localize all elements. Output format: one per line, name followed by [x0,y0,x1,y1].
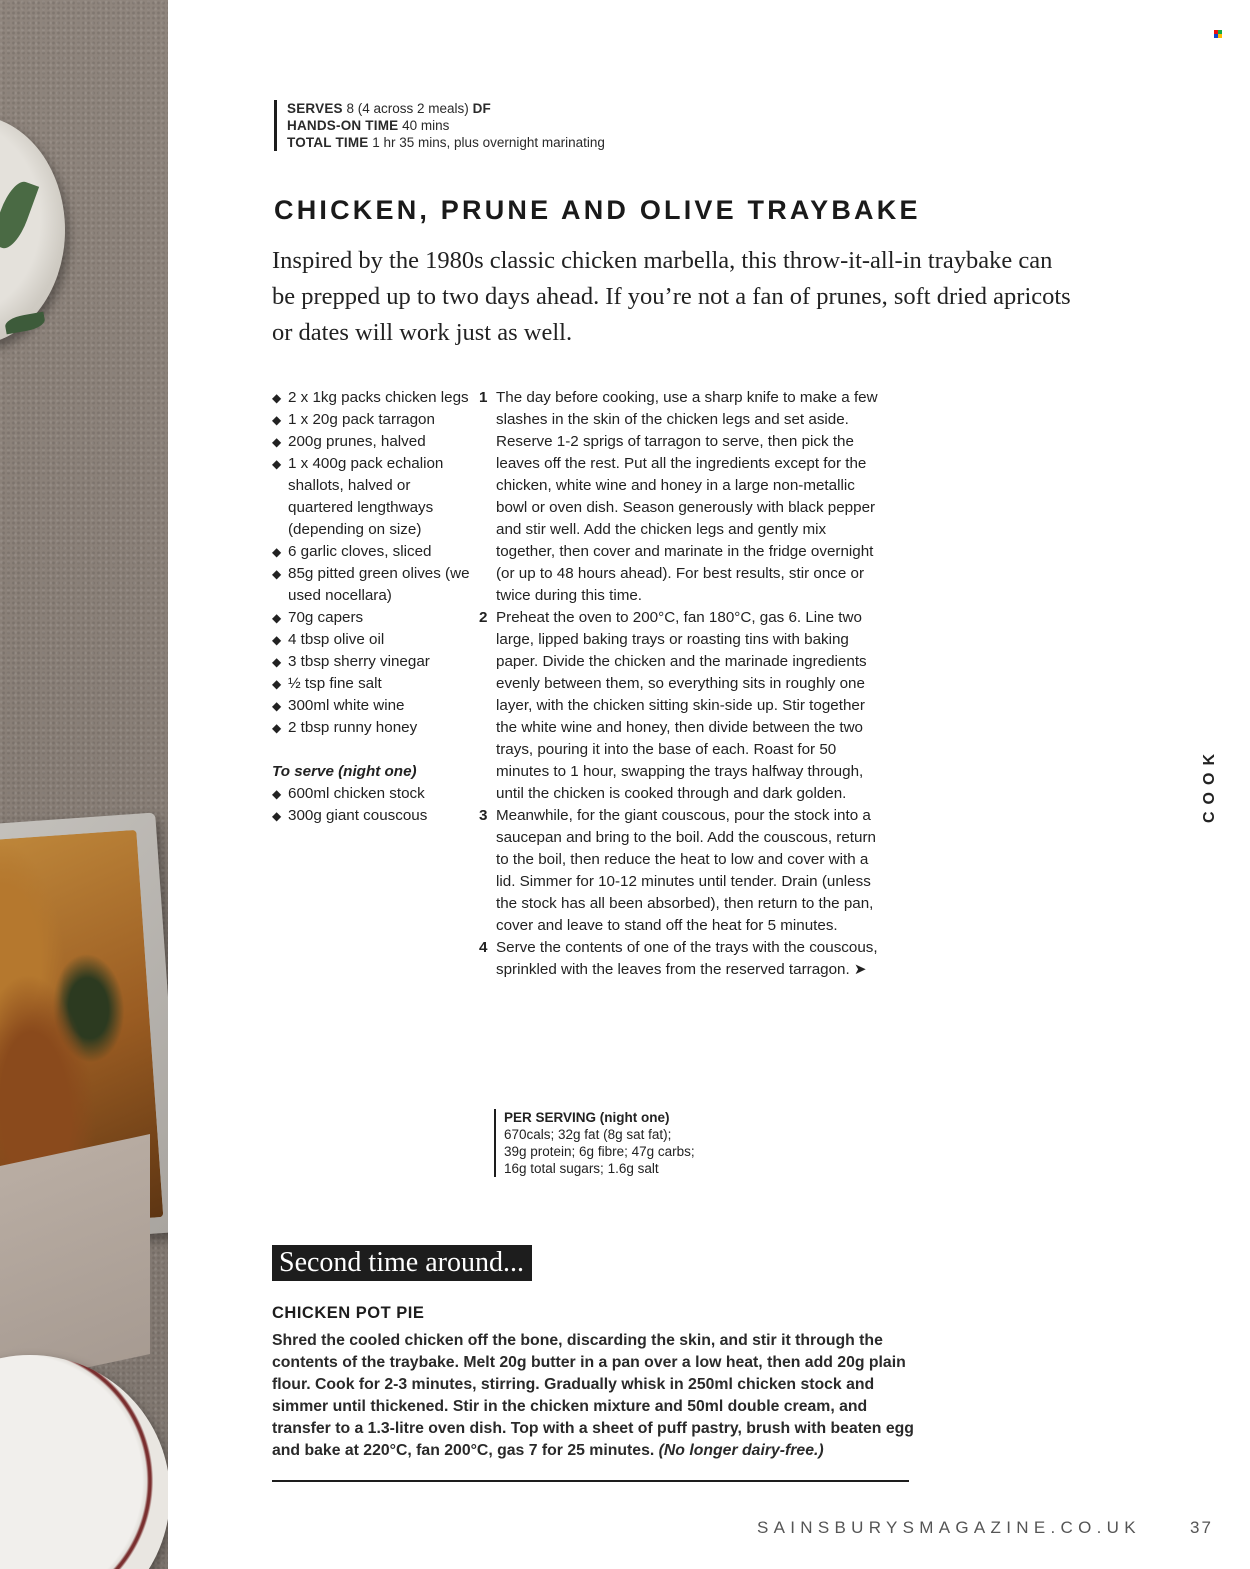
diamond-bullet-icon: ◆ [272,545,282,559]
ingredients-list [272,387,472,827]
ingredient-item [272,541,472,563]
pot-pie-note: (No longer dairy-free.) [658,1442,824,1459]
to-serve-heading: To serve (night one) [272,763,417,780]
ingredient-text: 70g capers [288,609,364,626]
method-step [479,387,879,607]
ingredient-item [272,431,472,453]
ingredient-text: 200g prunes, halved [288,433,426,450]
ingredient-text: 85g pitted green olives (we used nocellara) [288,565,470,604]
footer-website: SAINSBURYSMAGAZINE.CO.UK [757,1518,1141,1537]
ingredient-item [272,563,472,607]
method-step [479,937,879,981]
to-serve-ingredients [272,783,472,827]
method-steps [479,387,879,981]
section-tab-label: COOK [1201,747,1218,823]
dinner-plate [0,1355,168,1569]
nutrition-info [494,1109,695,1177]
step-text: Preheat the oven to 200°C, fan 180°C, gas 6. Line two large, lipped baking trays or roasting tins with baking paper. Divide the chicken and the marinade ingredients evenly between them, so everything sits in roughly one layer, with the chicken sitting skin-side up. Stir together the white wine and honey, then divide between the two trays, pouring it into the base of each. Roast for 50 minutes to 1 hour, swapping the trays halfway through, until the chicken is cooked through and dark golden. [496,609,867,802]
ingredient-item [272,651,472,673]
serves-row [287,100,605,117]
total-time-value: 1 hr 35 mins, plus overnight marinating [372,135,605,150]
diamond-bullet-icon: ◆ [272,435,282,449]
diamond-bullet-icon: ◆ [272,655,282,669]
food-photo [0,0,168,1569]
ingredient-text: 3 tbsp sherry vinegar [288,653,430,670]
recipe-title: CHICKEN, PRUNE AND OLIVE TRAYBAKE [274,195,921,225]
serves-value: 8 (4 across 2 meals) [346,101,469,116]
step-number: 4 [479,939,488,956]
diamond-bullet-icon: ◆ [272,633,282,647]
ingredient-text: 300ml white wine [288,697,405,714]
diamond-bullet-icon: ◆ [272,699,282,713]
nutrition-line: 16g total sugars; 1.6g salt [504,1161,659,1176]
method-step [479,607,879,805]
ingredient-item [272,629,472,651]
diamond-bullet-icon: ◆ [272,413,282,427]
hands-on-label: HANDS-ON TIME [287,118,399,133]
hands-on-value: 40 mins [402,118,450,133]
pot-pie-body [272,1330,922,1462]
step-text: Serve the contents of one of the trays with the couscous, sprinkled with the leaves from the reserved tarragon. [496,939,878,978]
nutrition-heading: PER SERVING (night one) [504,1110,670,1125]
recipe-stats [274,100,605,151]
step-number: 3 [479,807,488,824]
pot-pie-title: CHICKEN POT PIE [272,1304,425,1322]
method-step [479,805,879,937]
nutrition-line: 670cals; 32g fat (8g sat fat); [504,1127,672,1142]
ingredient-item [272,409,472,431]
divider-rule [272,1480,909,1482]
diamond-bullet-icon: ◆ [272,391,282,405]
ingredient-text: 300g giant couscous [288,807,428,824]
ingredient-item [272,673,472,695]
pot-pie-instructions: Shred the cooled chicken off the bone, discarding the skin, and stir it through the contents of the traybake. Melt 20g butter in a pan over a low heat, then add 20g plain flour. Cook for 2-3 minutes, stirring. Gradually whisk in 250ml chicken stock and simmer until thickened. Stir in the chicken mixture and 50ml double cream, and transfer to a 1.3-litre oven dish. Top with a sheet of puff pastry, brush with beaten egg and bake at 220°C, fan 200°C, gas 7 for 25 minutes. [272,1332,914,1459]
diamond-bullet-icon: ◆ [272,677,282,691]
ingredient-item [272,453,472,541]
ingredient-text: ½ tsp fine salt [288,675,382,692]
nutrition-line: 39g protein; 6g fibre; 47g carbs; [504,1144,695,1159]
ingredient-item [272,695,472,717]
ingredient-text: 6 garlic cloves, sliced [288,543,432,560]
diamond-bullet-icon: ◆ [272,809,282,823]
continue-arrow-icon: ➤ [849,961,867,978]
step-number: 1 [479,389,488,406]
step-text: The day before cooking, use a sharp knife to make a few slashes in the skin of the chicken legs and set aside. Reserve 1-2 sprigs of tarragon to serve, then pick the leaves off the rest. Put all the ingredients except for the chicken, white wine and honey in a large non-metallic bowl or oven dish. Season generously with black pepper and stir well. Add the chicken legs and gently mix together, then cover and marinate in the fridge overnight (or up to 48 hours ahead). For best results, stir once or twice during this time. [496,389,878,604]
ingredient-text: 2 tbsp runny honey [288,719,418,736]
diamond-bullet-icon: ◆ [272,611,282,625]
colour-registration-mark-icon [1214,30,1224,40]
recipe-intro: Inspired by the 1980s classic chicken marbella, this throw-it-all-in traybake can be prepped up to two days ahead. If you’re not a fan of prunes, soft dried apricots or dates will work just as well. [272,247,1071,346]
ingredient-item [272,607,472,629]
diamond-bullet-icon: ◆ [272,721,282,735]
ingredient-text: 4 tbsp olive oil [288,631,385,648]
step-number: 2 [479,609,488,626]
total-time-row [287,134,605,151]
ingredient-text: 600ml chicken stock [288,785,425,802]
ingredient-text: 1 x 400g pack echalion shallots, halved or quartered lengthways (depending on size) [288,455,444,538]
ingredient-item [272,783,472,805]
ingredient-item [272,805,472,827]
serves-label: SERVES [287,101,343,116]
ingredient-text: 1 x 20g pack tarragon [288,411,435,428]
dairy-free-badge: DF [472,101,491,116]
diamond-bullet-icon: ◆ [272,567,282,581]
total-time-label: TOTAL TIME [287,135,369,150]
step-text: Meanwhile, for the giant couscous, pour the stock into a saucepan and bring to the boil. Add the couscous, return to the boil, then reduce the heat to low and cover with a lid. Simmer for 10-12 minutes until tender. Drain (unless the stock has all been absorbed), then return to the pan, cover and leave to stand off the heat for 5 minutes. [496,807,876,934]
ingredient-item [272,717,472,739]
diamond-bullet-icon: ◆ [272,787,282,801]
ingredient-item [272,387,472,409]
napkin [0,1134,150,1386]
diamond-bullet-icon: ◆ [272,457,282,471]
section-tab [1198,740,1222,830]
page-number: 37 [1190,1518,1213,1537]
ingredient-text: 2 x 1kg packs chicken legs [288,389,469,406]
hands-on-row [287,117,605,134]
second-time-banner: Second time around... [272,1245,532,1281]
main-ingredients [272,387,472,739]
